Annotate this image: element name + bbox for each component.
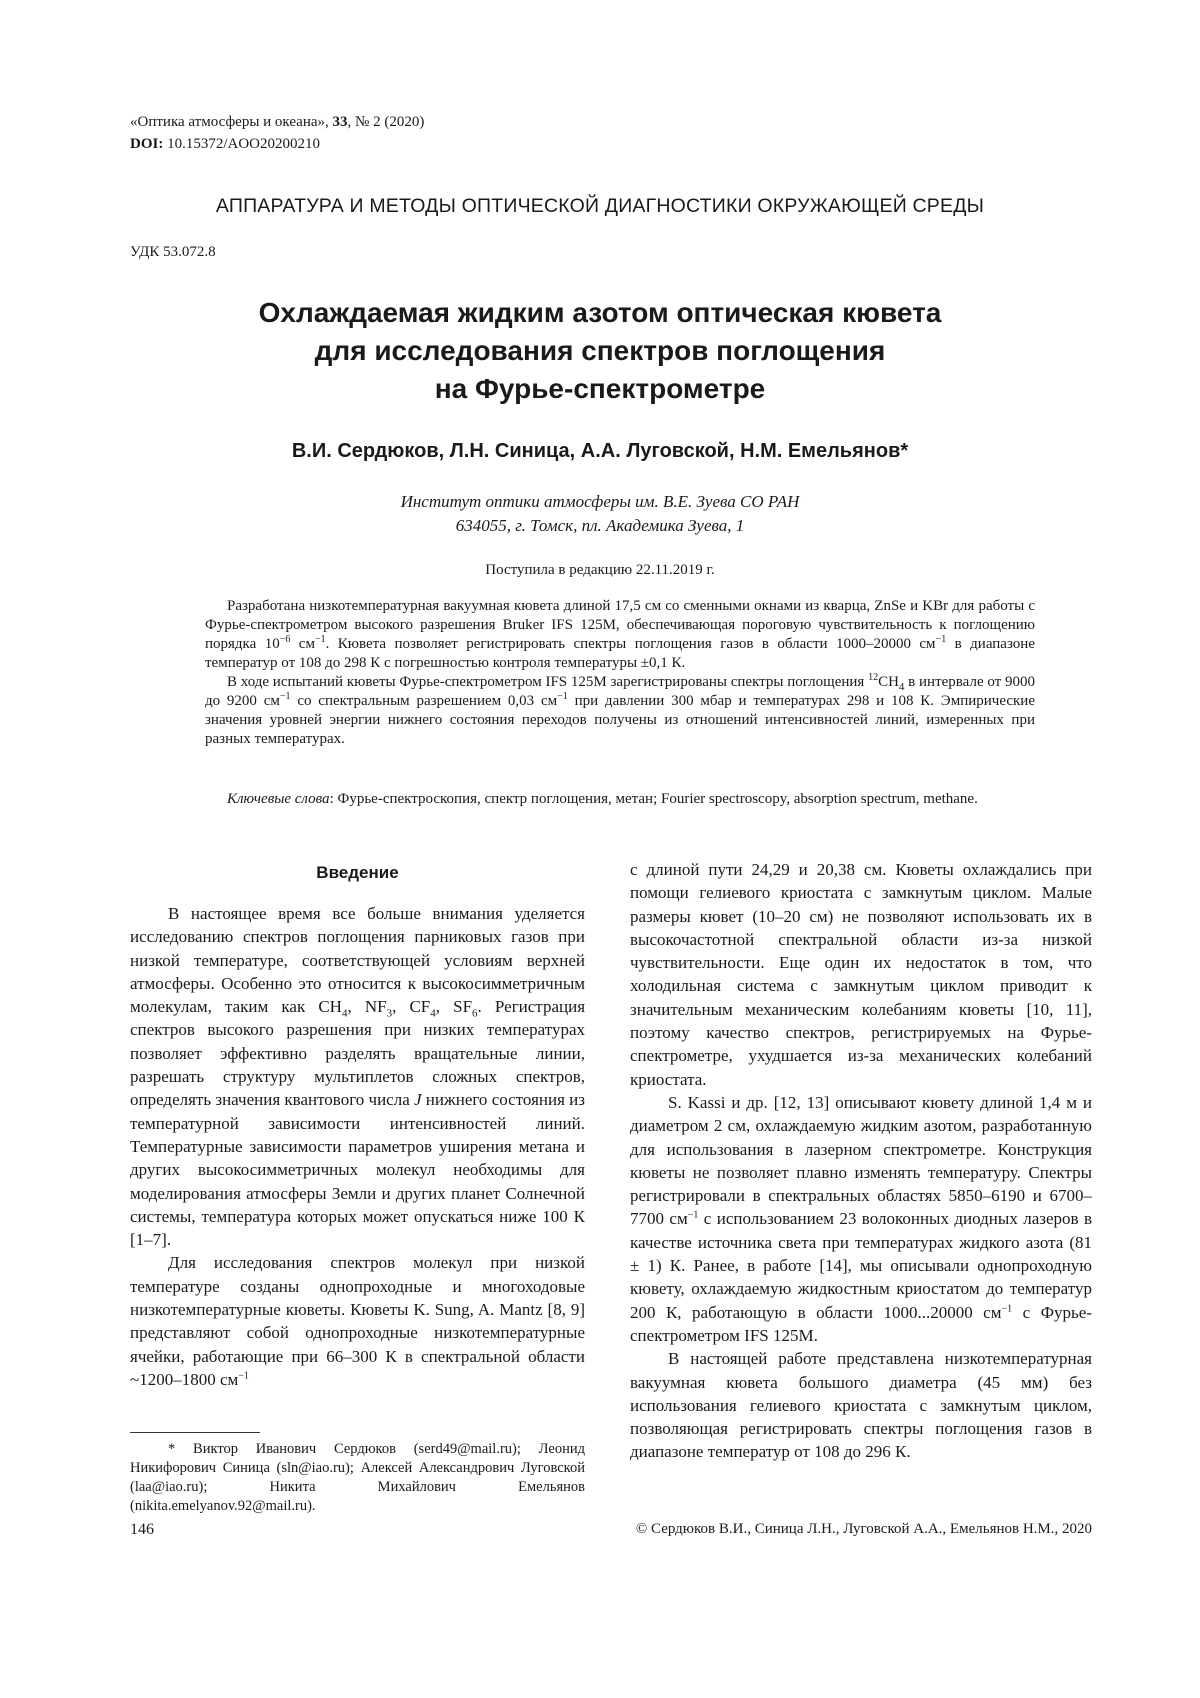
page-number: 146 (130, 1521, 154, 1538)
body-text: , NF (347, 997, 387, 1017)
left-column (130, 902, 585, 1391)
body-text: с использованием 23 волоконных диодных лазеров в качестве источника света при температурах жидкого азота (81 ± 1) К. Ранее, в работе [14], мы описывали однопроходную кювету, охлаждаемую жидкостным криостатом до температур 200 К, работающую в области 1000...20000 см (630, 1209, 1093, 1322)
keywords-label: Ключевые слова (227, 791, 330, 807)
subscript: 4 (430, 1007, 436, 1020)
institution (130, 490, 1070, 538)
right-column (630, 858, 1092, 1464)
footnote-rule (130, 1432, 260, 1433)
body-text: . Регистрация спектров высокого разрешения при низких температурах позволяет эффективно разделять вращательные линии, разрешать структуру мультиплетов сложных спектров, определять значения квантового числа (130, 997, 586, 1110)
abstract-text: при давлении 300 мбар и температурах 298 и 108 К. Эмпирические значения уровней энергии нижнего состояния переходов получены из отношений интенсивностей линий, измеренных при разных температурах. (205, 693, 1035, 747)
superscript: −6 (279, 634, 291, 645)
italic-symbol: J (414, 1090, 422, 1110)
superscript: −1 (279, 691, 291, 702)
abstract-paragraph-2 (205, 673, 1035, 749)
journal-name: «Оптика атмосферы и океана», (130, 114, 329, 130)
body-text: , CF (392, 997, 431, 1017)
abstract-text: В ходе испытаний кюветы Фурье-спектрометром IFS 125M зарегистрированы спектры поглощения (227, 674, 869, 690)
superscript: 12 (868, 672, 879, 683)
subscript: 4 (341, 1007, 348, 1020)
abstract-text: см (290, 636, 315, 652)
institution-name: Институт оптики атмосферы им. В.Е. Зуева СО РАН (400, 492, 800, 511)
intro-heading: Введение (316, 863, 399, 882)
journal-volume: 33 (332, 114, 348, 130)
body-text: В настоящее время все больше внимания уделяется исследованию спектров поглощения парниковых газов при низкой температуре, соответствующей условиям верхней атмосферы. Особенно это относится к высокосимметричным молекулам, таким как CH (130, 904, 585, 1017)
abstract-text: со спектральным разрешением 0,03 см (290, 693, 558, 709)
title-line-3: на Фурье-спектрометре (434, 373, 766, 404)
journal-citation (130, 112, 424, 132)
superscript: −1 (557, 691, 568, 702)
body-text: с Фурье-спектрометром IFS 125M. (630, 1302, 1093, 1345)
section-title: АППАРАТУРА И МЕТОДЫ ОПТИЧЕСКОЙ ДИАГНОСТИКИ ОКРУЖАЮЩЕЙ СРЕДЫ (215, 195, 985, 217)
institution-address: 634055, г. Томск, пл. Академика Зуева, 1 (455, 516, 745, 535)
body-text: нижнего состояния из температурной зависимости интенсивностей линий. Температурные зависимости параметров уширения метана и других высокосимметричных молекул необходимы для моделирования атмосферы Земли и других планет Солнечной системы, температура которых может опускаться ниже 100 К [1–7]. (130, 1090, 585, 1250)
title-line-2: для исследования спектров поглощения (314, 335, 886, 366)
subscript: 3 (386, 1007, 393, 1020)
received-date: Поступила в редакцию 22.11.2019 г. (485, 562, 715, 578)
body-text: S. Kassi и др. [12, 13] описывают кювету длиной 1,4 м и диаметром 2 см, охлаждаемую жидким азотом, разработанную для использования в лазерном спектрометре. Конструкция кюветы не позволяет плавно изменять температуру. Спектры регистрировали в спектральных областях 5850–6190 и 6700–7700 см (630, 1092, 1092, 1229)
article-title (130, 294, 1070, 408)
right-paragraph-3: В настоящей работе представлена низкотемпературная вакуумная кювета большого диаметра (45 мм) без использования гелиевого криостата с замкнутым циклом, позволяющая регистрировать спектры поглощения газов в диапазоне температур от 108 до 296 К. (630, 1349, 1092, 1462)
abstract-paragraph-1 (205, 597, 1035, 673)
subscript: 6 (472, 1007, 478, 1020)
superscript: −1 (238, 1370, 249, 1382)
left-paragraph-2 (130, 1251, 585, 1391)
journal-issue: , № 2 (2020) (347, 114, 425, 130)
footnote: * Виктор Иванович Сердюков (serd49@mail.ru); Леонид Никифорович Синица (sln@iao.ru); Алексей Александрович Луговской (laa@iao.ru); Никита Михайлович Емельянов (nikita.emelyanov.92@mail.ru). (130, 1441, 585, 1514)
superscript: −1 (1001, 1302, 1013, 1314)
udc-code: УДК 53.072.8 (130, 244, 216, 260)
right-paragraph-2 (630, 1091, 1092, 1347)
body-text: Для исследования спектров молекул при низкой температуре созданы однопроходные и многоходовые низкотемпературные кюветы. Кюветы K. Sung, A. Mantz [8, 9] представляют собой однопроходные низкотемпературные ячейки, работающие при 66–300 К в спектральной области ~1200–1800 см (130, 1253, 585, 1389)
doi-label: DOI: (130, 136, 164, 152)
authors: В.И. Сердюков, Л.Н. Синица, А.А. Луговской, Н.М. Емельянов* (291, 440, 909, 462)
copyright: © Сердюков В.И., Синица Л.Н., Луговской А.А., Емельянов Н.М., 2020 (635, 1521, 1092, 1537)
doi-line (130, 134, 320, 154)
left-paragraph-1 (130, 902, 585, 1251)
right-paragraph-1: с длиной пути 24,29 и 20,38 см. Кюветы охлаждались при помощи гелиевого криостата с замкнутым циклом. Малые размеры кювет (10–20 см) не позволяют использовать их в высокочастотной спектральной области из-за низкой чувствительности. Еще один их недостаток в том, что холодильная система с замкнутым циклом приводит к значительным механическим колебаниям кюветы [10, 11], поэтому качество спектров, регистрируемых на Фурье-спектрометре, ухудшается из-за механических колебаний криостата. (630, 860, 1092, 1089)
abstract-text: . Кювета позволяет регистрировать спектры поглощения газов в области 1000–20000 см (325, 636, 936, 652)
superscript: −1 (935, 634, 947, 645)
keywords-text: : Фурье-спектроскопия, спектр поглощения, метан; Fourier spectroscopy, absorption spectrum, methane. (329, 791, 978, 807)
subscript: 4 (898, 681, 905, 693)
superscript: −1 (314, 634, 326, 645)
superscript: −1 (687, 1209, 699, 1221)
doi-value: 10.15372/AOO20200210 (163, 136, 321, 152)
keywords (205, 790, 1035, 809)
abstract (205, 597, 1035, 749)
abstract-text: в интервале от 9000 до 9200 см (205, 674, 1035, 709)
abstract-text: в диапазоне температур от 108 до 298 К с погрешностью контроля температуры ±0,1 К. (205, 636, 1035, 671)
abstract-text: Разработана низкотемпературная вакуумная кювета длиной 17,5 см со сменными окнами из кварца, ZnSe и KBr для работы с Фурье-спектрометром высокого разрешения Bruker IFS 125M, обеспечивающая пороговую чувствительность к поглощению порядка 10 (205, 598, 1035, 652)
title-line-1: Охлаждаемая жидким азотом оптическая кювета (258, 297, 942, 328)
abstract-text: CH (878, 674, 899, 690)
body-text: , SF (435, 997, 473, 1017)
